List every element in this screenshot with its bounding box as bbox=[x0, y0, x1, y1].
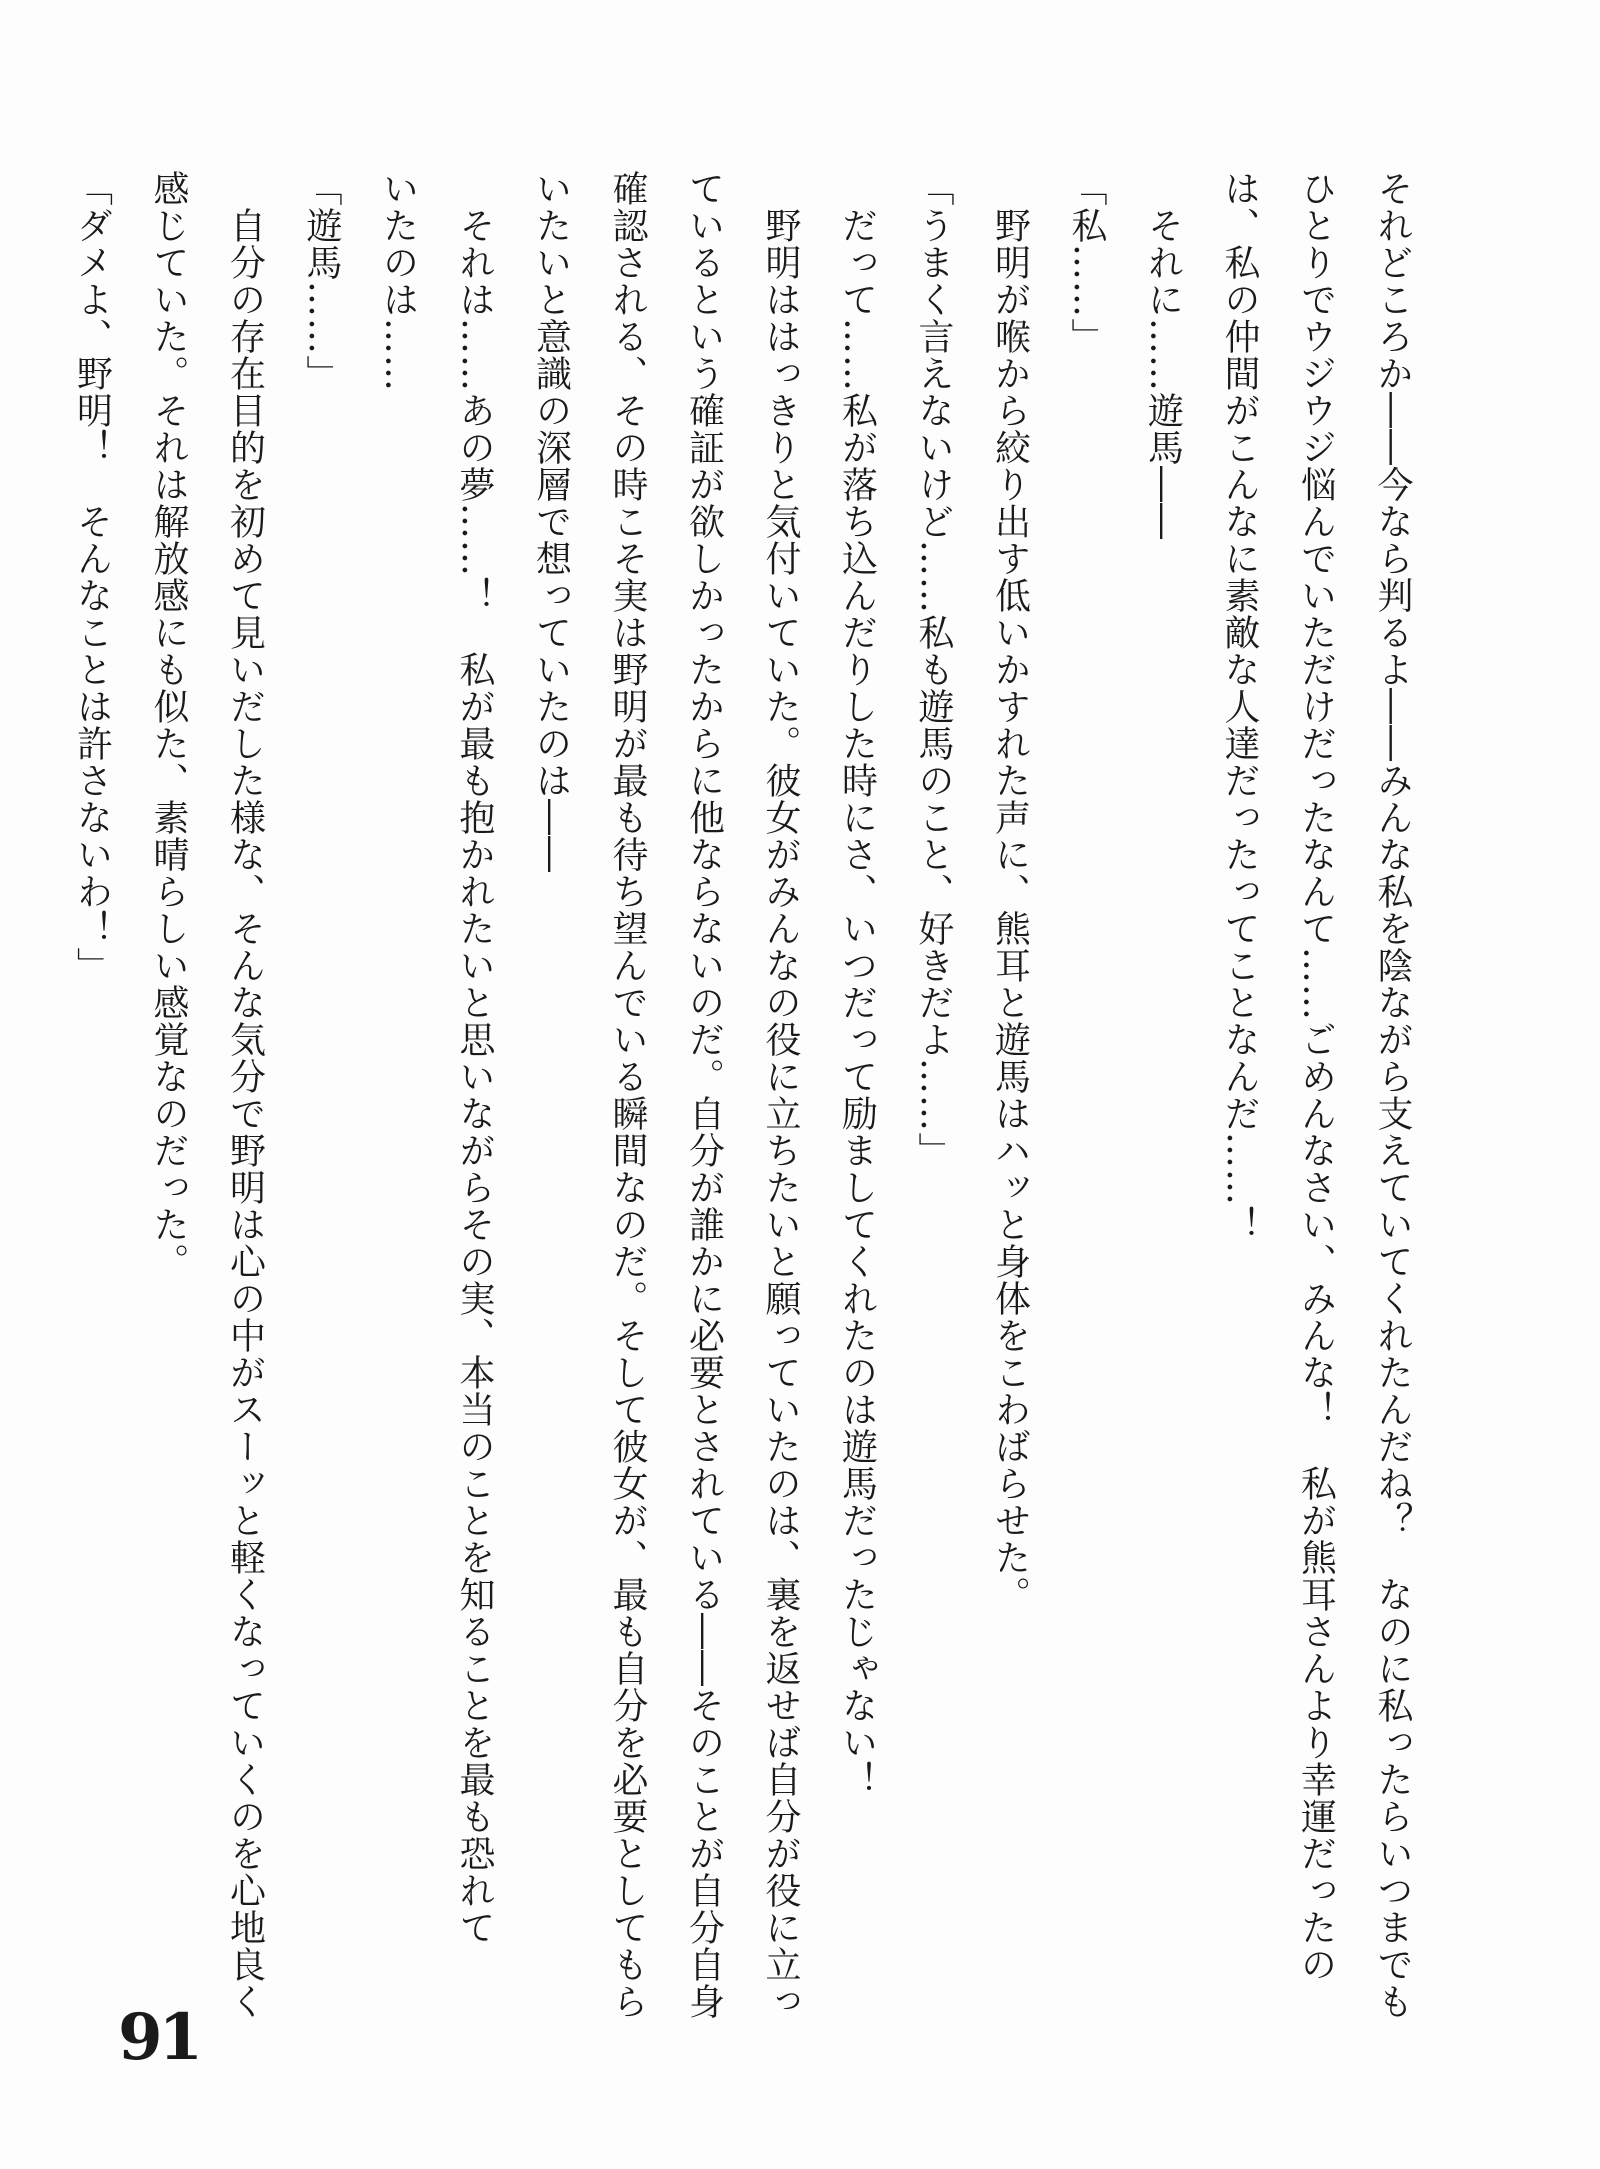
text-line: 野明が喉から絞り出す低いかすれた声に、熊耳と遊馬はハッと身体をこわばらせた。 bbox=[989, 170, 1031, 1613]
text-line: 野明ははっきりと気付いていた。彼女がみんなの役に立ちたいと願っていたのは、裏を返せば自分が役に立っ bbox=[760, 170, 801, 2020]
text-line: だって……私が落ち込んだりした時にさ、いつだって励ましてくれたのは遊馬だったじゃない！ bbox=[836, 170, 878, 1798]
text-line: ひとりでウジウジ悩んでいただけだったなんて……ごめんなさい、みんな！ 私が熊耳さんより幸運だったの bbox=[1295, 170, 1337, 1983]
text-line: 自分の存在目的を初めて見いだした様な、そんな気分で野明は心の中がスーッと軽くなっていくのを心地良く bbox=[224, 170, 266, 2020]
text-line: 確認される、その時こそ実は野明が最も待ち望んでいる瞬間なのだ。そして彼女が、最も自分を必要としてもら bbox=[607, 170, 648, 2020]
text-line: 「うまく言えないけど……私も遊馬のこと、好きだよ……」 bbox=[913, 170, 954, 1169]
vertical-text-block bbox=[71, 170, 1430, 2020]
text-line: それは……あの夢……！ 私が最も抱かれたいと思いながらその実、本当のことを知ることを最も恐れて bbox=[454, 170, 495, 1946]
text-line: いたのは…… bbox=[377, 170, 419, 392]
text-line: 感じていた。それは解放感にも似た、素晴らしい感覚なのだった。 bbox=[148, 170, 189, 1280]
text-line: 「ダメよ、野明！ そんなことは許さないわ！」 bbox=[71, 170, 113, 984]
text-line: 「私……」 bbox=[1066, 170, 1107, 355]
text-line: それに……遊馬―― bbox=[1142, 170, 1184, 540]
text-line: それどころか――今なら判るよ――みんな私を陰ながら支えていてくれたんだね？ なのに私ったらいつまでも bbox=[1372, 170, 1413, 2020]
page-number: 91 bbox=[118, 2000, 200, 2075]
text-line: いたいと意識の深層で想っていたのは―― bbox=[530, 170, 572, 873]
text-line: は、私の仲間がこんなに素敵な人達だったってことなんだ……！ bbox=[1219, 170, 1260, 1243]
text-line: 「遊馬……」 bbox=[301, 170, 342, 392]
text-line: ているという確証が欲しかったからに他ならないのだ。自分が誰かに必要とされている――そのことが自分自身 bbox=[683, 170, 725, 2020]
